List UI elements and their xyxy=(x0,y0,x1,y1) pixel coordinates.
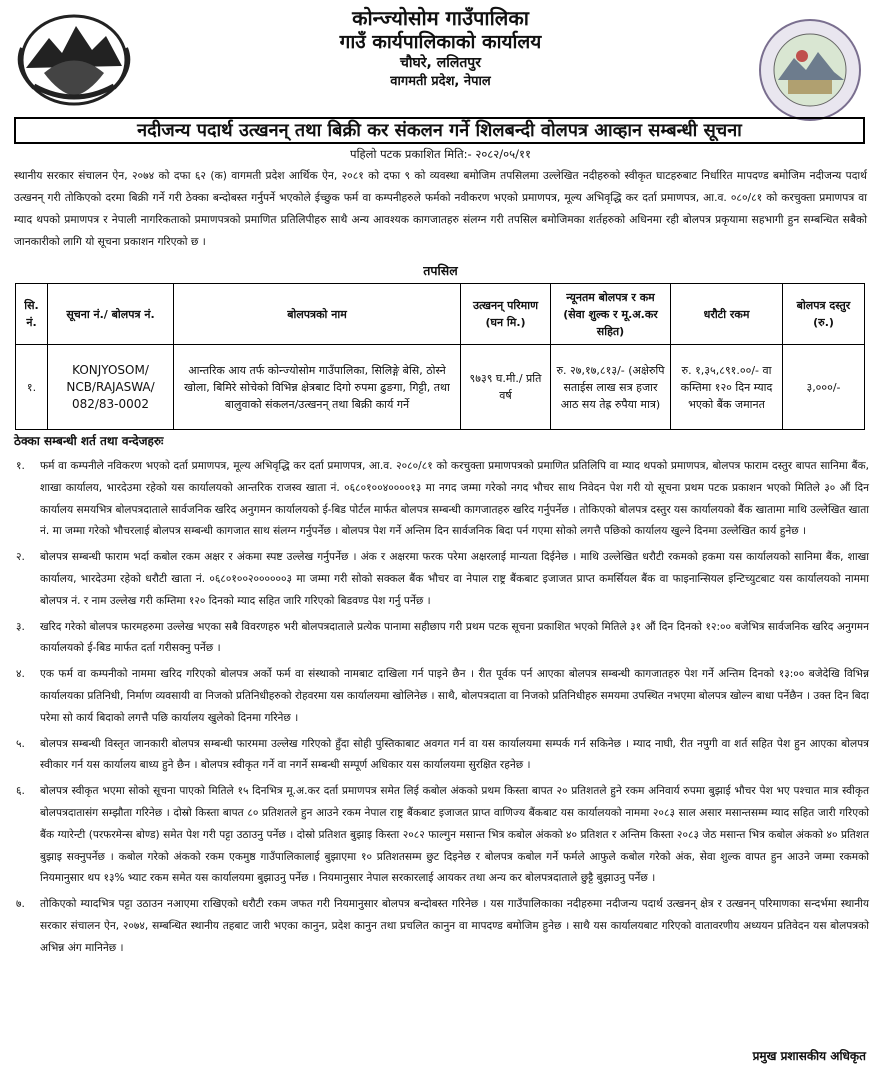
list-item xyxy=(14,734,869,778)
col-header-name: बोलपत्रको नाम xyxy=(174,284,461,345)
office-title: कोन्ज्योसोम गाउँपालिका xyxy=(352,6,529,30)
bid-table xyxy=(15,283,865,430)
intro-paragraph xyxy=(14,165,867,253)
item-text: खरिद गरेको बोलपत्र फारमहरुमा उल्लेख भएका सबै विवरणहरु भरी बोलपत्रदाताले प्रत्येक पानामा सहीछाप गरी प्रथम पटक सूचना प्रकाशित भएको मितिले ३१ औं दिन दिनको १२:०० बजेभित्र सार्वजनिक खरिद अनुगमन कार्यालयको ई-बिड मार्फत दर्ता गरीसक्नु पर्नेछ । xyxy=(40,620,869,655)
municipality-logo-icon xyxy=(758,18,862,122)
item-number: ४. xyxy=(16,668,25,681)
publish-date: पहिलो पटक प्रकाशित मिति:- २०८२/०५/११ xyxy=(350,147,531,161)
cell-name: आन्तरिक आय तर्फ कोन्ज्योसोम गाउँपालिका, सिलिङ्गे बेसि, ठोस्ने खोला, बिमिरे सोचेको विभिन्न क्षेत्रबाट दिगो रुपमा ढुङगा, गिट्टी, तथा बालुवाको संकलन/उत्खनन् तथा बिक्री कार्य गर्ने xyxy=(174,345,461,430)
conditions-heading: ठेक्का सम्बन्धी शर्त तथा वन्देजहरुः xyxy=(14,434,164,448)
item-number: ७. xyxy=(16,898,25,911)
intro-text: स्थानीय सरकार संचालन ऐन, २०७४ को दफा ६२ (क) वागमती प्रदेश आर्थिक ऐन, २०८१ को दफा ९ को व्यवस्था बमोजिम तपसिलमा उल्लेखित नदीहरुको स्वीकृत घाटहरुबाट निर्धारित मापदण्ड बमोजिम नदीजन्य पदार्थ उत्खनन् गरी तोकिएको दरमा बिक्री गर्ने गरी ठेक्का बन्दोबस्त गर्नुपर्ने भएकोले ईच्छुक फर्म वा कम्पनीहरुले फर्मको नवीकरण भएको प्रमाणपत्र, मूल्य अभिवृद्धि कर दर्ता प्रमाणपत्र, आ.व. ०८०/८१ को करचुक्ता प्रमाणपत्र वा म्याद थपको प्रमाणपत्र र नेपाली नागरिकताको प्रमाणपत्रको प्रमाणित प्रतिलिपीहरु साथै अन्य आवश्यक कागजातहरु संलग्न गरी तपसिल बमोजिमका शर्तहरुको अधिनमा रही बोलपत्र प्रकृयामा सहभागी हुन सम्बन्धित सबैको जानकारीको लागि यो सूचना प्रकाशन गरिएको छ । xyxy=(14,169,867,248)
conditions-list xyxy=(14,456,869,964)
list-item xyxy=(14,547,869,612)
item-text: एक फर्म वा कम्पनीको नाममा खरिद गरिएको बोलपत्र अर्को फर्म वा संस्थाको नामबाट दाखिला गर्न पाइने छैन । रीत पूर्वक पर्न आएका बोलपत्र सम्बन्धी कागजातहरु पेश गर्ने अन्तिम दिनको १३:०० बजेदेखि विभिन्न कार्यालयका प्रतिनिधी, निर्माण व्यवसायी वा निजको प्रतिनिधीहरुको रोहवरमा यस कार्यालयमा खोलिनेछ । साथै, बोलपत्रदाता वा निजको प्रतिनिधीहरु समयमा उपस्थित नभएमा बोलपत्र खोल्न बाधा पर्नेछैन । उक्त दिन बिदा परेमा सो कार्य बिदाको लगत्तै पछि कार्यालय खुलेको दिनमा गरिनेछ । xyxy=(40,668,870,724)
cell-min-bid: रु. २७,१७,८१३/- (अक्षेरुपि सताईस लाख सत्र हजार आठ सय तेह्र रुपैया मात्र) xyxy=(551,345,671,430)
col-header-quantity: उत्खनन् परिमाण (घन मि.) xyxy=(461,284,551,345)
col-header-sn: सि. नं. xyxy=(16,284,48,345)
list-item xyxy=(14,456,869,543)
letterhead xyxy=(0,0,881,110)
table-row xyxy=(16,345,865,430)
table-header-row xyxy=(16,284,865,345)
item-number: २. xyxy=(16,551,25,564)
office-province: वागमती प्रदेश, नेपाल xyxy=(390,74,491,89)
col-header-min-bid: न्यूनतम बोलपत्र र कम (सेवा शुल्क र मू.अ.कर सहित) xyxy=(551,284,671,345)
signature-line: प्रमुख प्रशासकीय अधिकृत xyxy=(752,1049,866,1063)
item-text: फर्म वा कम्पनीले नविकरण भएको दर्ता प्रमाणपत्र, मूल्य अभिवृद्धि कर दर्ता प्रमाणपत्र, आ.व. २०८०/८१ को करचुक्ता प्रमाणपत्रको प्रमाणित प्रतिलिपि वा म्याद थपको प्रमाणपत्र, बोलपत्र फाराम दस्तुर बापत सानिमा बैंक, शाखा कार्यालय, भारदेउमा रहेको यस कार्यालयको आन्तरिक राजस्व खाता नं. ०६८०१००४००००१३ मा नगद जम्मा गरेको नगद भौचर साथ निवेदन पेश गरी यो सूचना प्रथम पटक प्रकाशन भएको मितिले ३० औं दिन कार्यालय समयभित्र बोलपत्रदाताले सार्वजनिक खरिद अनुगमन कार्यालयको ई-बिड पोर्टल मार्फत बोलपत्र सम्बन्धी कागजातहरु खरिद गर्नुपर्नेछ । तोकिएको बोलपत्र दस्तुर यस कार्यालयको बैंक खातामा माथि उल्लेखित खाता नं. मा जम्मा गरेको भौचरलाई बोलपत्र सम्बन्धी कागजात साथ संलग्न गर्नुपर्नेछ । बोलपत्र पेश गर्ने अन्तिम दिन सार्वजनिक बिदा पर्न गएमा सोको लगत्तै पछिको कार्यालय खुल्ने दिनमा उल्लेखित कार्य हुनेछ । xyxy=(40,460,869,538)
cell-quantity: ९७३९ घ.मी./ प्रति वर्ष xyxy=(461,345,551,430)
cell-deposit: रु. १,३५,८९१.००/- वा कम्तिमा १२० दिन म्याद भएको बैंक जमानत xyxy=(671,345,783,430)
office-location: चौघरे, ललितपुर xyxy=(400,55,481,71)
item-number: ५. xyxy=(16,737,25,750)
col-header-deposit: धरौटी रकम xyxy=(671,284,783,345)
schedule-heading: तपसिल xyxy=(423,263,458,278)
cell-fee: ३,०००/- xyxy=(783,345,865,430)
item-text: बोलपत्र स्वीकृत भएमा सोको सूचना पाएको मितिले १५ दिनभित्र मू.अ.कर दर्ता प्रमाणपत्र समेत लिई कबोल अंकको प्रथम किस्ता बापत २० प्रतिशतले हुने रकम अनिवार्य रुपमा बुझाई भौचर पेश भए पश्चात मात्र स्वीकृत बोलपत्रदातासंग सम्झौता गरिनेछ । दोस्रो किस्ता बापत ८० प्रतिशतले हुन आउने रकम नेपाल राष्ट्र बैंकबाट इजाजत प्राप्त वाणिज्य बैंकबाट यस कार्यालयको नाममा २०८३ साल असार मसान्तसम्म म्याद सहित जारी गरिएको बैंक ग्यारेन्टी (परफरमेन्स बोण्ड) समेत पेश गरी पट्टा उठाउनु पर्नेछ । दोस्रो प्रतिशत बुझाइ किस्ता २०८२ फाल्गुन मसान्त भित्र कबोल अंकको ४० प्रतिशत र अन्तिम किस्ता २०८३ जेठ मसान्त भित्र कबोल अंकको ४० प्रतिशत बुझाइ सक्नुपर्नेछ । कबोल गरेको अंकको रकम एकमुष्ठ गाउँपालिकालाई बुझाएमा १० प्रतिशतसम्म छुट दिइनेछ र बोलपत्र कबोल गर्ने फर्मले आफुले कबोल गरेको अंक, सेवा शुल्क वापत हुन आउने जम्मा रकमको नियमानुसार थप १३% भ्याट रकम समेत यस कार्यालयमा बुझाउनु पर्नेछ । नियमानुसार नेपाल सरकारलाई आयकर तथा अन्य कर बोलपत्रदाताले छुट्टै बुझाउनु पर्नेछ । xyxy=(40,785,869,885)
col-header-notice-no: सूचना नं./ बोलपत्र नं. xyxy=(48,284,174,345)
item-text: तोकिएको म्यादभित्र पट्टा उठाउन नआएमा राखिएको धरौटी रकम जफत गरी नियमानुसार बोलपत्र बन्दोबस्त गरिनेछ । यस गाउँपालिकाका नदीहरुमा नदीजन्य पदार्थ उत्खनन् क्षेत्र र उत्खनन् परिमाणका सन्दर्भमा स्थानीय सरकार संचालन ऐन, २०७४, सम्बन्धित स्थानीय तहबाट जारी भएका कानुन, प्रदेश कानुन तथा प्रचलित कानुन वा मापदण्ड बमोजिम हुनेछ । साथै यस कार्यालयबाट गरिएको वातावरणीय अध्ययन प्रतिवेदन यस बोलपत्रको अभिन्न अंग मानिनेछ । xyxy=(40,898,869,954)
list-item xyxy=(14,894,869,959)
list-item xyxy=(14,617,869,661)
col-header-fee: बोलपत्र दस्तुर (रु.) xyxy=(783,284,865,345)
list-item xyxy=(14,781,869,890)
cell-sn: १. xyxy=(16,345,48,430)
item-text: बोलपत्र सम्बन्धी विस्तृत जानकारी बोलपत्र सम्बन्धी फारममा उल्लेख गरिएको हुँदा सोही पुस्तिकाबाट अवगत गर्न वा यस कार्यालयमा सम्पर्क गर्न सकिनेछ । म्याद नाघी, रीत नपुगी वा शर्त सहित पेश हुन आएका बोलपत्र स्वीकार गर्न यस कार्यालय बाध्य हुने छैन । बोलपत्र स्वीकृत गर्ने वा नगर्ने सम्बन्धी सम्पूर्ण अधिकार यस कार्यालयमा सुरक्षित रहनेछ । xyxy=(40,737,869,772)
list-item xyxy=(14,664,869,729)
cell-notice-no: KONJYOSOM/ NCB/RAJASWA/ 082/83-0002 xyxy=(48,345,174,430)
office-subtitle: गाउँ कार्यपालिकाको कार्यालय xyxy=(339,31,542,53)
item-text: बोलपत्र सम्बन्धी फाराम भर्दा कबोल रकम अक्षर र अंकमा स्पष्ट उल्लेख गर्नुपर्नेछ । अंक र अक्षरमा फरक परेमा अक्षरलाई मान्यता दिईनेछ । माथि उल्लेखित धरौटी रकमको हकमा यस कार्यालयको सानिमा बैंक, शाखा कार्यालय, भारदेउमा रहेको धरौटी खाता नं. ०६८०१००२००००००३ मा जम्मा गरी सोको सक्कल बैंक भौचर वा नेपाल राष्ट्र बैंकबाट इजाजत प्राप्त कमर्सियल बैंक वा फाइनान्सियल इन्टिच्युटबाट यस कार्यालयको नाममा बोलपत्र नं. र नाम उल्लेख गरी कम्तिमा १२० दिनको म्याद सहित जारि गरिएको बिडवण्ड पेश गर्नु पर्नेछ । xyxy=(40,551,869,607)
item-number: ३. xyxy=(16,620,25,633)
item-number: १. xyxy=(16,460,25,472)
item-number: ६. xyxy=(16,785,25,798)
notice-title: नदीजन्य पदार्थ उत्खनन् तथा बिक्री कर संकलन गर्ने शिलबन्दी वोलपत्र आव्हान सम्बन्धी सूचना xyxy=(14,117,865,144)
